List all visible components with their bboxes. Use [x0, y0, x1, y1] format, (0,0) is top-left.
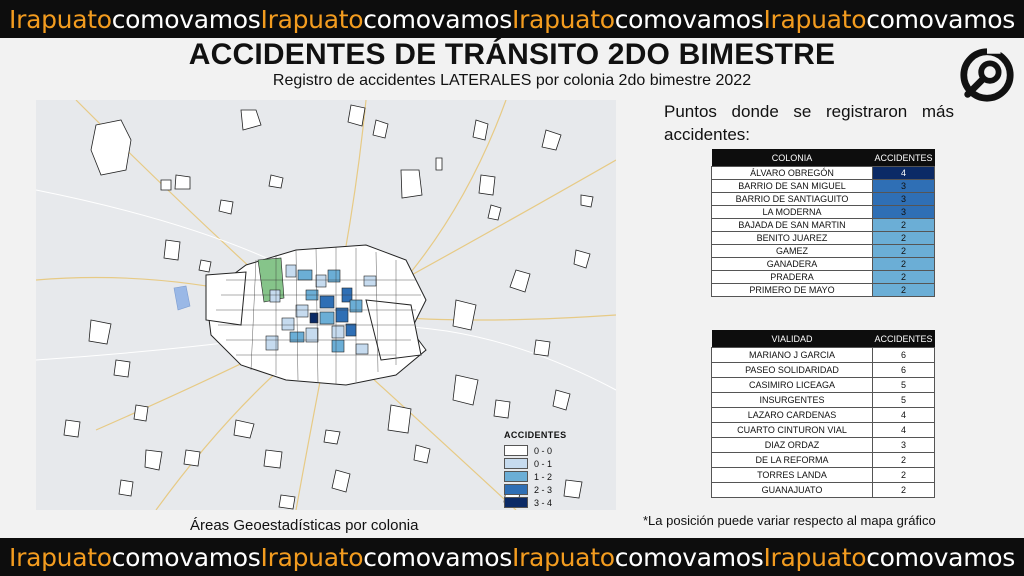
- legend-label: 3 - 4: [534, 497, 553, 508]
- banner-word: comovamos: [111, 542, 261, 572]
- table-cell-name: CUARTO CINTURON VIAL: [712, 423, 873, 438]
- banner-word: Irapuato: [9, 542, 112, 572]
- legend-label: 2 - 3: [534, 484, 553, 495]
- banner-word: comovamos: [614, 542, 764, 572]
- table-cell-name: LAZARO CARDENAS: [712, 408, 873, 423]
- legend-title: ACCIDENTES: [504, 430, 567, 440]
- table-cell-name: PASEO SOLIDARIDAD: [712, 363, 873, 378]
- table-row: [712, 468, 935, 483]
- banner-word: comovamos: [111, 4, 261, 34]
- table-row: [712, 348, 935, 363]
- map-legend: [504, 430, 567, 509]
- banner-word: Irapuato: [763, 542, 867, 572]
- table-cell-name: CASIMIRO LICEAGA: [712, 378, 873, 393]
- map-caption: Áreas Geoestadísticas por colonia: [190, 517, 419, 534]
- table-cell-count: 2: [873, 271, 935, 284]
- table-cell-count: 6: [873, 348, 935, 363]
- table-row: [712, 245, 935, 258]
- colonias-map: [36, 100, 616, 510]
- banner-word: Irapuato: [9, 4, 112, 34]
- banner-word: comovamos: [866, 542, 1015, 572]
- table-cell-count: 2: [873, 219, 935, 232]
- table-row: [712, 284, 935, 297]
- table-row: [712, 193, 935, 206]
- table-cell-name: MARIANO J GARCIA: [712, 348, 873, 363]
- table-cell-name: BAJADA DE SAN MARTIN: [712, 219, 873, 232]
- table-row: [712, 271, 935, 284]
- banner-word: Irapuato: [512, 542, 615, 572]
- table-cell-name: TORRES LANDA: [712, 468, 873, 483]
- table-cell-count: 3: [873, 180, 935, 193]
- table-row: [712, 393, 935, 408]
- table-cell-name: DIAZ ORDAZ: [712, 438, 873, 453]
- table-cell-count: 6: [873, 363, 935, 378]
- side-heading: Puntos donde se registraron más accidentes:: [664, 102, 954, 144]
- table-row: [712, 453, 935, 468]
- banner-word: Irapuato: [260, 4, 364, 34]
- banner-word: comovamos: [614, 4, 764, 34]
- table-row: [712, 423, 935, 438]
- legend-swatch: [504, 458, 528, 469]
- table-cell-count: 2: [873, 232, 935, 245]
- irapuato-como-vamos-logo-icon: [958, 46, 1016, 104]
- table-cell-count: 2: [873, 483, 935, 498]
- legend-label: 0 - 0: [534, 445, 553, 456]
- table-cell-name: GAMEZ: [712, 245, 873, 258]
- footnote: *La posición puede variar respecto al mapa gráfico: [643, 513, 936, 528]
- table-row: [712, 363, 935, 378]
- legend-label: 0 - 1: [534, 458, 553, 469]
- table-row: [712, 206, 935, 219]
- banner-word: Irapuato: [260, 542, 364, 572]
- banner-word: Irapuato: [512, 4, 615, 34]
- page-subtitle: Registro de accidentes LATERALES por colonia 2do bimestre 2022: [272, 72, 752, 89]
- table-row: [712, 408, 935, 423]
- colonias-header-count: ACCIDENTES: [873, 149, 935, 167]
- table-cell-count: 5: [873, 378, 935, 393]
- table-row: [712, 232, 935, 245]
- table-row: [712, 438, 935, 453]
- table-cell-name: ÁLVARO OBREGÓN: [712, 167, 873, 180]
- legend-swatch: [504, 484, 528, 495]
- table-cell-count: 4: [873, 423, 935, 438]
- legend-item: [504, 457, 567, 470]
- legend-item: [504, 483, 567, 496]
- vialidades-table: [711, 330, 935, 498]
- table-cell-count: 2: [873, 284, 935, 297]
- table-cell-count: 4: [873, 408, 935, 423]
- table-cell-name: LA MODERNA: [712, 206, 873, 219]
- table-row: [712, 180, 935, 193]
- banner-word: Irapuato: [763, 4, 867, 34]
- vialidades-header-name: VIALIDAD: [712, 330, 873, 348]
- colonias-header-name: COLONIA: [712, 149, 873, 167]
- legend-swatch: [504, 497, 528, 508]
- table-cell-count: 5: [873, 393, 935, 408]
- table-cell-count: 4: [873, 167, 935, 180]
- table-cell-count: 2: [873, 258, 935, 271]
- colonias-table: [711, 149, 935, 297]
- legend-item: [504, 496, 567, 509]
- top-banner: [0, 0, 1024, 38]
- table-row: [712, 378, 935, 393]
- table-cell-name: BENITO JUAREZ: [712, 232, 873, 245]
- banner-word: comovamos: [866, 4, 1015, 34]
- vialidades-header-count: ACCIDENTES: [873, 330, 935, 348]
- legend-label: 1 - 2: [534, 471, 553, 482]
- table-row: [712, 483, 935, 498]
- legend-item: [504, 444, 567, 457]
- bottom-banner: [0, 538, 1024, 576]
- banner-word: comovamos: [363, 542, 512, 572]
- legend-swatch: [504, 445, 528, 456]
- table-cell-name: GANADERA: [712, 258, 873, 271]
- page-title: ACCIDENTES DE TRÁNSITO 2DO BIMESTRE: [188, 38, 836, 71]
- table-row: [712, 219, 935, 232]
- table-cell-count: 3: [873, 206, 935, 219]
- table-cell-name: PRIMERO DE MAYO: [712, 284, 873, 297]
- table-cell-count: 2: [873, 453, 935, 468]
- table-cell-count: 2: [873, 468, 935, 483]
- table-cell-name: PRADERA: [712, 271, 873, 284]
- banner-word: comovamos: [363, 4, 512, 34]
- table-row: [712, 258, 935, 271]
- table-cell-name: BARRIO DE SAN MIGUEL: [712, 180, 873, 193]
- legend-swatch: [504, 471, 528, 482]
- legend-item: [504, 470, 567, 483]
- table-cell-name: INSURGENTES: [712, 393, 873, 408]
- table-cell-name: BARRIO DE SANTIAGUITO: [712, 193, 873, 206]
- table-cell-count: 2: [873, 245, 935, 258]
- table-cell-count: 3: [873, 438, 935, 453]
- table-row: [712, 167, 935, 180]
- table-cell-name: GUANAJUATO: [712, 483, 873, 498]
- table-cell-count: 3: [873, 193, 935, 206]
- table-cell-name: DE LA REFORMA: [712, 453, 873, 468]
